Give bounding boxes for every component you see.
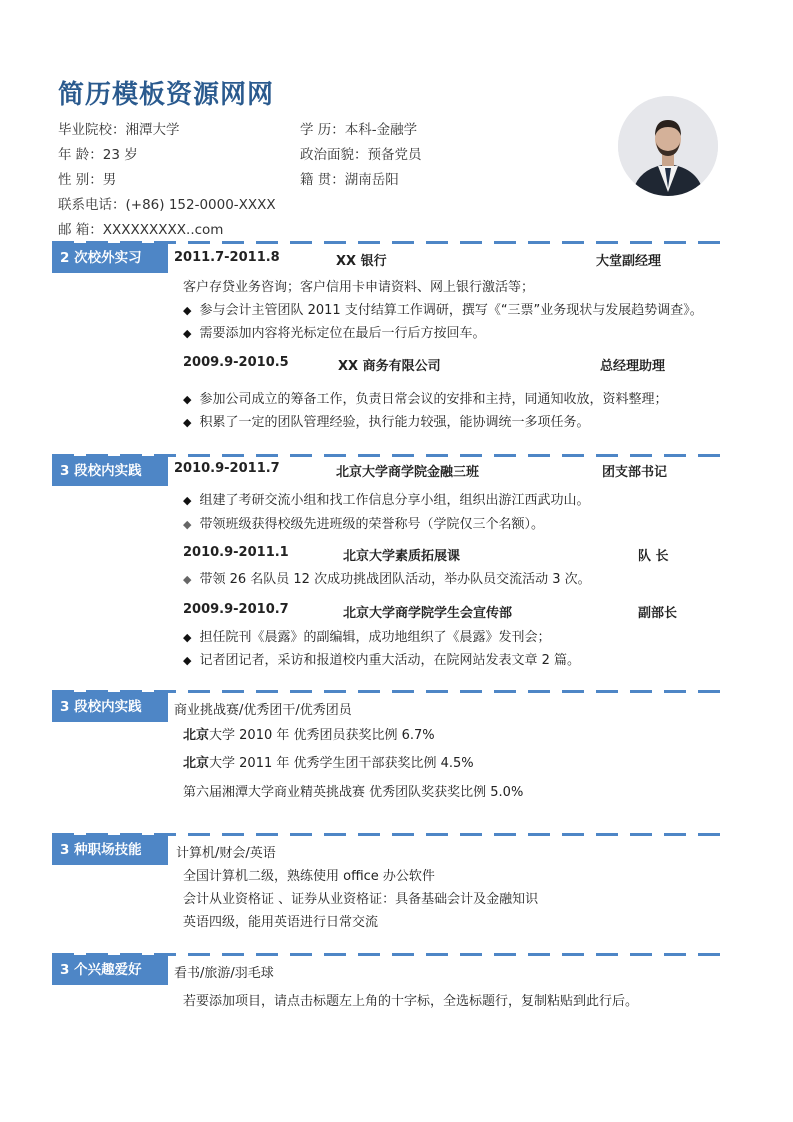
entry-date: 2010.9-2011.1	[183, 545, 289, 560]
section-accent-bar	[164, 692, 168, 722]
section-heading: 商业挑战赛/优秀团干/优秀团员	[174, 703, 352, 718]
entry-role: 团支部书记	[602, 465, 668, 480]
section-heading: 计算机/财会/英语	[176, 846, 276, 861]
entry-role: 副部长	[638, 606, 678, 621]
section-heading: 看书/旅游/羽毛球	[174, 966, 274, 981]
award-line: 北京大学 2010 年 优秀团员获奖比例 6.7%	[183, 728, 435, 743]
section-accent-bar	[164, 456, 168, 486]
entry-bullet: ◆ 参加公司成立的筹备工作，负责日常会议的安排和主持，同通知收放，资料整理；	[183, 388, 667, 407]
info-origin: 籍 贯：湖南岳阳	[300, 172, 399, 188]
entry-org: XX 商务有限公司	[338, 359, 441, 374]
section-accent-bar	[164, 835, 168, 865]
entry-bullet: ◆ 记者团记者，采访和报道校内重大活动，在院网站发表文章 2 篇。	[183, 649, 580, 668]
entry-org: XX 银行	[336, 254, 387, 269]
entry-bullet: ◆ 担任院刊《晨露》的副编辑，成功地组织了《晨露》发刊会；	[183, 626, 550, 645]
entry-date: 2009.9-2010.7	[183, 602, 289, 617]
entry-bullet: ◆ 积累了一定的团队管理经验，执行能力较强，能协调统一多项任务。	[183, 411, 589, 430]
entry-role: 总经理助理	[600, 359, 666, 374]
info-school: 毕业院校：湘潭大学	[58, 122, 180, 138]
entry-role: 队 长	[638, 549, 669, 564]
section-label-awards: 3 段校内实践	[52, 692, 164, 722]
skill-line: 英语四级，能用英语进行日常交流	[183, 915, 379, 930]
entry-role: 大堂副经理	[596, 254, 662, 269]
info-politics: 政治面貌：预备党员	[300, 147, 422, 163]
section-accent-bar	[164, 955, 168, 985]
info-age: 年 龄：23 岁	[58, 147, 138, 163]
section-accent-bar	[164, 243, 168, 273]
entry-date: 2010.9-2011.7	[174, 461, 280, 476]
info-education: 学 历：本科-金融学	[300, 122, 418, 138]
info-email: 邮 箱：XXXXXXXXX..com	[58, 222, 224, 238]
info-gender: 性 别：男	[58, 172, 117, 188]
skill-line: 会计从业资格证 、证券从业资格证：具备基础会计及金融知识	[183, 892, 539, 907]
entry-bullet: ◆ 参与会计主管团队 2011 支付结算工作调研，撰写《“三票”业务现状与发展趋势调查》。	[183, 299, 703, 318]
section-label-campus-practice: 3 段校内实践	[52, 456, 164, 486]
info-phone: 联系电话：(+86) 152-0000-XXXX	[58, 197, 276, 213]
entry-org: 北京大学素质拓展课	[343, 549, 461, 564]
entry-date: 2009.9-2010.5	[183, 355, 289, 370]
award-line: 第六届湘潭大学商业精英挑战赛 优秀团队奖获奖比例 5.0%	[183, 785, 524, 800]
entry-bullet: ◆ 需要添加内容将光标定位在最后一行后方按回车。	[183, 322, 485, 341]
entry-org: 北京大学商学院学生会宣传部	[343, 606, 513, 621]
hint-line: 若要添加项目，请点击标题左上角的十字标，全选标题行，复制粘贴到此行后。	[183, 994, 639, 1009]
entry-line: 客户存贷业务咨询；客户信用卡申请资料、网上银行激活等；	[183, 280, 535, 295]
entry-date: 2011.7-2011.8	[174, 250, 280, 265]
entry-bullet: ◆ 组建了考研交流小组和找工作信息分享小组，组织出游江西武功山。	[183, 489, 589, 508]
award-line: 北京大学 2011 年 优秀学生团干部获奖比例 4.5%	[183, 756, 474, 771]
entry-bullet: ◆ 带领班级获得校级先进班级的荣誉称号（学院仅三个名额）。	[183, 513, 544, 532]
section-label-hobbies: 3 个兴趣爱好	[52, 955, 164, 985]
avatar	[618, 96, 718, 196]
skill-line: 全国计算机二级，熟练使用 office 办公软件	[183, 869, 435, 884]
section-label-internship: 2 次校外实习	[52, 243, 164, 273]
entry-org: 北京大学商学院金融三班	[336, 465, 480, 480]
resume-title: 简历模板资源网网	[58, 80, 275, 110]
entry-bullet: ◆ 带领 26 名队员 12 次成功挑战团队活动，举办队员交流活动 3 次。	[183, 568, 591, 587]
section-label-skills: 3 种职场技能	[52, 835, 164, 865]
